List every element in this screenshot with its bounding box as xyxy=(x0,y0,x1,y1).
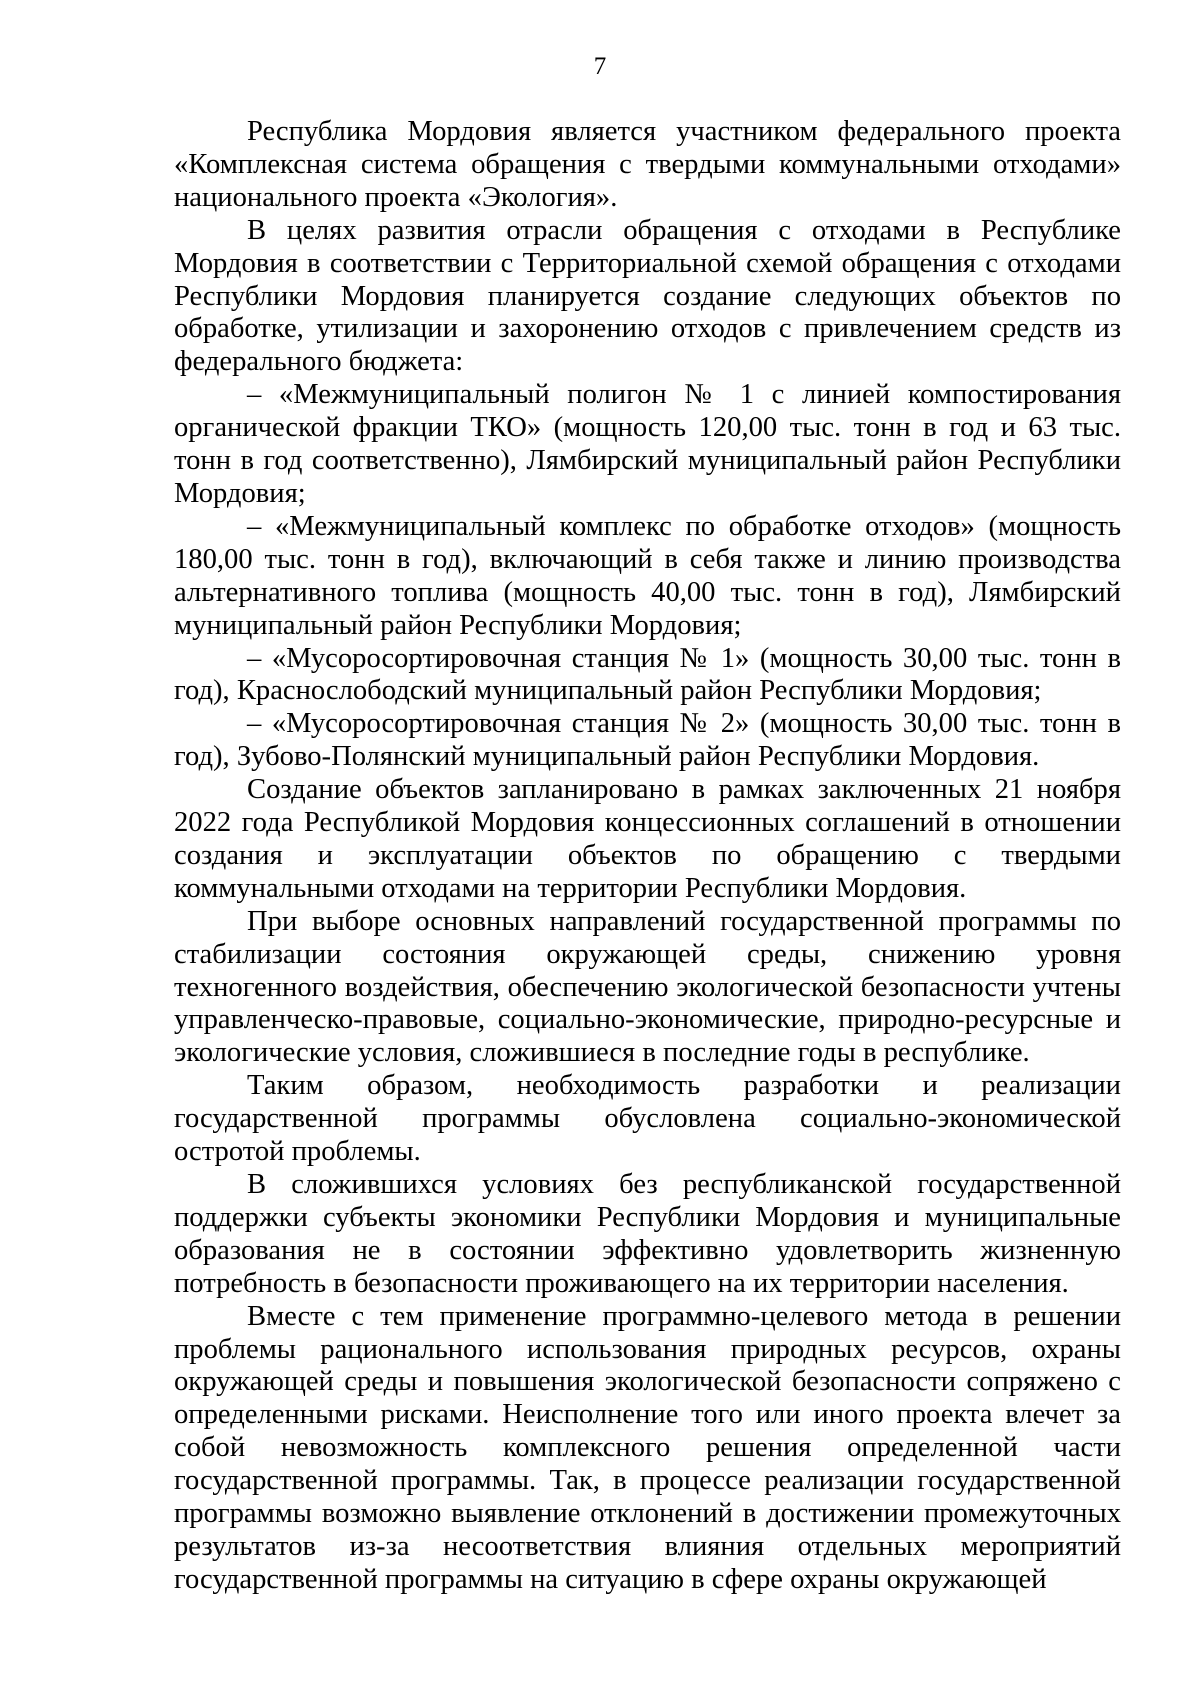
page-number: 7 xyxy=(593,53,607,80)
list-item-landfill: – «Межмуниципальный полигон № 1 с линией компостирования органической фракции ТКО» (мощность 120,00 тыс. тонн в год и 63 тыс. тонн в год соответственно), Лямбирский муниципальный район Республики Мордовия; xyxy=(174,379,1121,509)
paragraph-planned-objects: В целях развития отрасли обращения с отходами в Республике Мордовия в соответствии с Территориальной схемой обращения с отходами Республики Мордовия планируется создание следующих объектов по обработке, утилизации и захоронению отходов с привлечением средств из федерального бюджета: xyxy=(174,214,1121,378)
paragraph-concession-agreements: Создание объектов запланировано в рамках заключенных 21 ноября 2022 года Республикой Мордовия концессионных соглашений в отношении создания и эксплуатации объектов по обращению с твердыми коммунальными отходами на территории Республики Мордовия. xyxy=(174,774,1121,904)
paragraph-federal-project: Республика Мордовия является участником федерального проекта «Комплексная система обращения с твердыми коммунальными отходами» национального проекта «Экология». xyxy=(174,116,1121,213)
list-item-sorting-station-1: – «Мусоросортировочная станция № 1» (мощность 30,00 тыс. тонн в год), Краснослободский муниципальный район Республики Мордовия; xyxy=(174,642,1121,707)
list-item-processing-complex: – «Межмуниципальный комплекс по обработке отходов» (мощность 180,00 тыс. тонн в год), включающий в себя также и линию производства альтернативного топлива (мощность 40,00 тыс. тонн в год), Лямбирский муниципальный район Республики Мордовия; xyxy=(174,510,1121,641)
paragraph-necessity: Таким образом, необходимость разработки и реализации государственной программы обусловлена социально-экономической остротой проблемы. xyxy=(174,1070,1121,1168)
document-body xyxy=(174,116,1121,1597)
paragraph-risks: Вместе с тем применение программно-целевого метода в решении проблемы рационального использования природных ресурсов, охраны окружающей среды и повышения экологической безопасности сопряжено с определенными рисками. Неисполнение того или иного проекта влечет за собой невозможность комплексного решения определенной части государственной программы. Так, в процессе реализации государственной программы возможно выявление отклонений в достижении промежуточных результатов из-за несоответствия влияния отдельных мероприятий государственной программы на ситуацию в сфере охраны окружающей xyxy=(174,1300,1121,1595)
list-item-sorting-station-2: – «Мусоросортировочная станция № 2» (мощность 30,00 тыс. тонн в год), Зубово-Полянский муниципальный район Республики Мордовия. xyxy=(174,708,1121,773)
paragraph-state-support: В сложившихся условиях без республиканской государственной поддержки субъекты экономики Республики Мордовия и муниципальные образования не в состоянии эффективно удовлетворить жизненную потребность в безопасности проживающего на их территории населения. xyxy=(174,1169,1121,1299)
paragraph-program-directions: При выборе основных направлений государственной программы по стабилизации состояния окружающей среды, снижению уровня техногенного воздействия, обеспечению экологической безопасности учтены управленческо-правовые, социально-экономические, природно-ресурсные и экологические условия, сложившиеся в последние годы в республике. xyxy=(174,905,1121,1069)
